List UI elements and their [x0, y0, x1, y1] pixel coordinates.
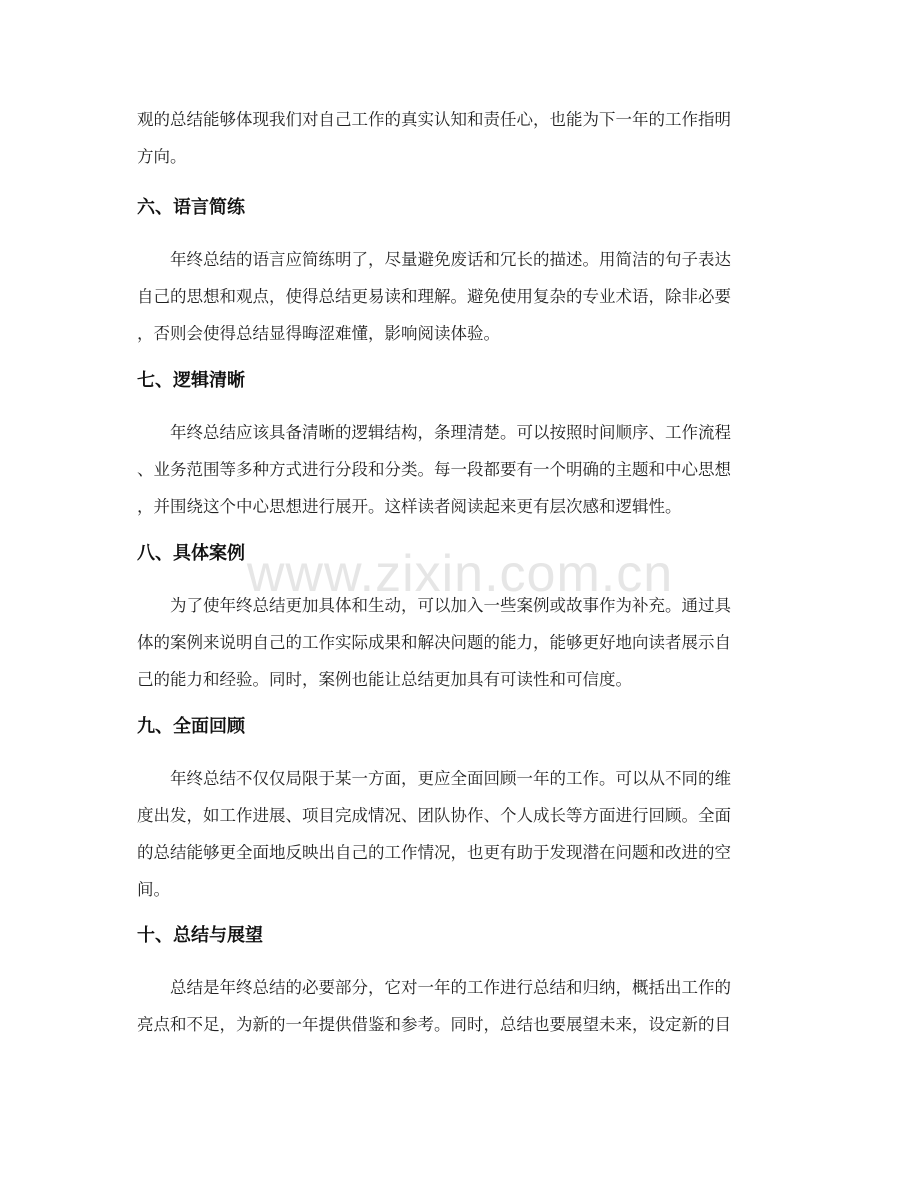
paragraph-line: 的总结能够更全面地反映出自己的工作情况，也更有助于发现潜在问题和改进的空 — [137, 843, 731, 862]
paragraph-line: 年终总结不仅仅局限于某一方面，更应全面回顾一年的工作。可以从不同的维 — [137, 769, 731, 788]
paragraph-line: 年终总结应该具备清晰的逻辑结构，条理清楚。可以按照时间顺序、工作流程 — [137, 423, 731, 442]
paragraph-line: 年终总结的语言应简练明了，尽量避免废话和冗长的描述。用简洁的句子表达 — [137, 250, 731, 269]
paragraph-line: 体的案例来说明自己的工作实际成果和解决问题的能力，能够更好地向读者展示自 — [137, 633, 731, 652]
paragraph-line: 亮点和不足，为新的一年提供借鉴和参考。同时，总结也要展望未来，设定新的目 — [137, 1015, 731, 1034]
section-paragraph — [137, 969, 787, 1043]
paragraph-line: 方向。 — [137, 147, 187, 166]
section-heading: 九、全面回顾 — [137, 716, 245, 737]
section-heading: 十、总结与展望 — [137, 925, 263, 946]
paragraph-line: 总结是年终总结的必要部分，它对一年的工作进行总结和归纳，概括出工作的 — [137, 978, 731, 997]
section-heading: 八、具体案例 — [137, 543, 245, 564]
section-paragraph — [137, 760, 787, 908]
paragraph-line: ，并围绕这个中心思想进行展开。这样读者阅读起来更有层次感和逻辑性。 — [137, 497, 682, 516]
paragraph-line: 度出发，如工作进展、项目完成情况、团队协作、个人成长等方面进行回顾。全面 — [137, 806, 731, 825]
paragraph-line: 自己的思想和观点，使得总结更易读和理解。避免使用复杂的专业术语，除非必要 — [137, 287, 731, 306]
section-paragraph — [137, 241, 787, 352]
section-paragraph — [137, 414, 787, 525]
section-heading: 七、逻辑清晰 — [137, 370, 245, 391]
paragraph-line: 间。 — [137, 880, 170, 899]
section-paragraph — [137, 587, 787, 698]
paragraph-line: 、业务范围等多种方式进行分段和分类。每一段都要有一个明确的主题和中心思想 — [137, 460, 731, 479]
paragraph-line: 己的能力和经验。同时，案例也能让总结更加具有可读性和可信度。 — [137, 670, 632, 689]
intro-paragraph — [137, 101, 787, 175]
section-heading: 六、语言简练 — [137, 197, 245, 218]
paragraph-line: 为了使年终总结更加具体和生动，可以加入一些案例或故事作为补充。通过具 — [137, 596, 731, 615]
watermark: www.zixin.com.cn — [246, 545, 674, 603]
paragraph-line: 观的总结能够体现我们对自己工作的真实认知和责任心，也能为下一年的工作指明 — [137, 110, 731, 129]
paragraph-line: ，否则会使得总结显得晦涩难懂，影响阅读体验。 — [137, 324, 500, 343]
